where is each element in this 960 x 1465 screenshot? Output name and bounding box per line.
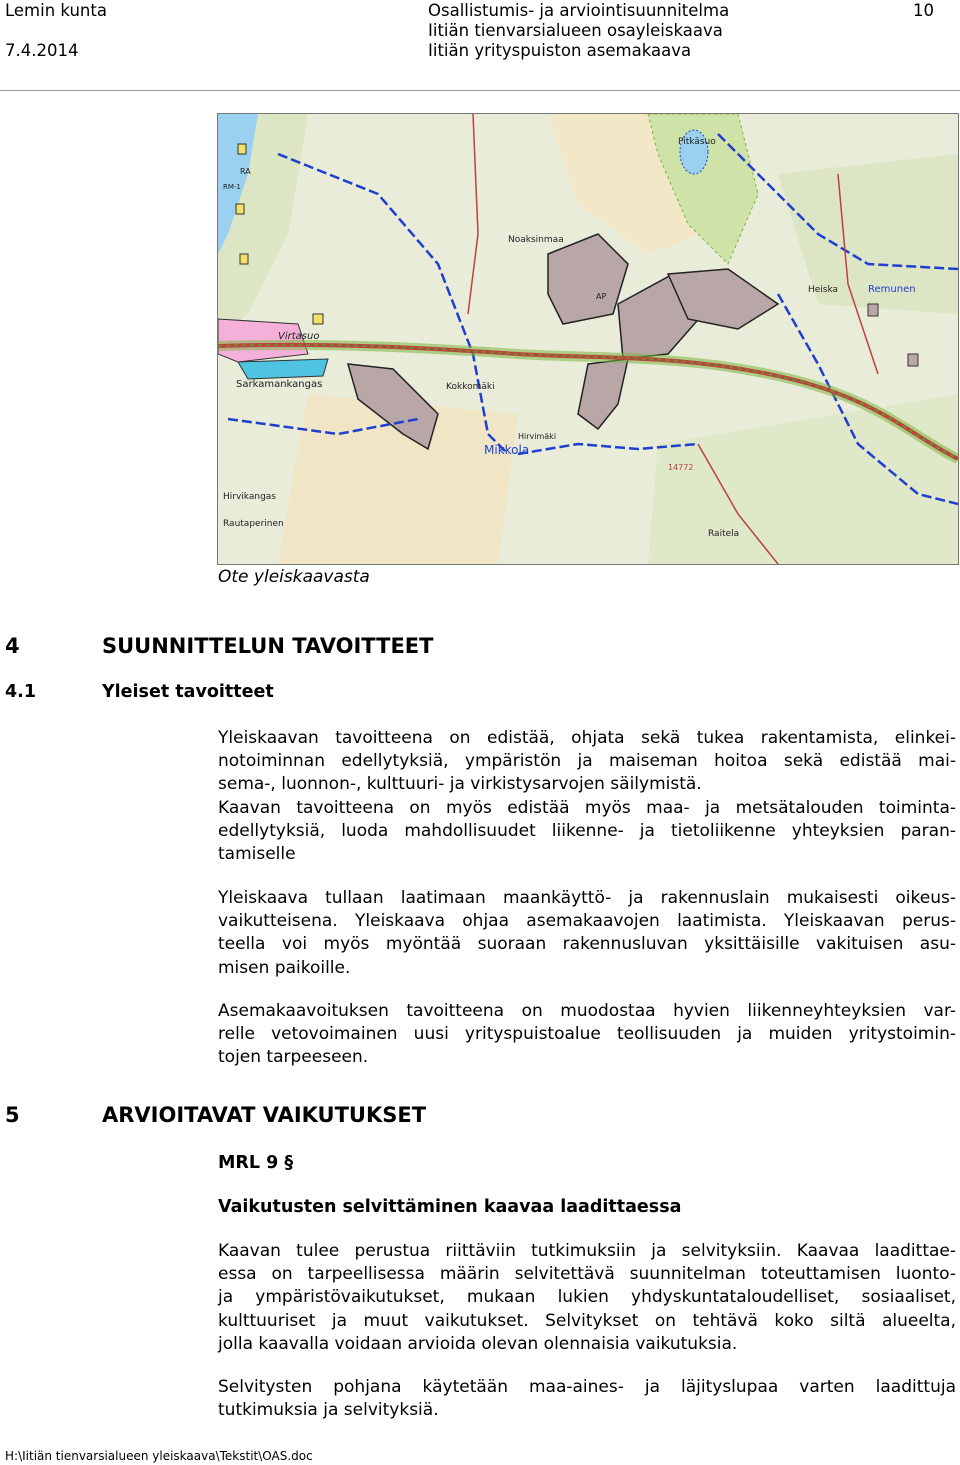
law-reference: MRL 9 § [218, 1153, 294, 1173]
text-line: Kaavan tavoitteena on myös edistää myös maa- ja metsätalouden toiminta- [218, 797, 956, 818]
text-line: jolla kaavalla voidaan arvioida olevan olennaisia vaikutuksia. [218, 1333, 738, 1354]
text-line: Yleiskaavan tavoitteena on edistää, ohjata sekä tukea rakentamista, elinkei- [218, 728, 956, 748]
map-label-kokkomaki: Kokkomäki [446, 382, 495, 392]
master-plan-map [217, 113, 959, 565]
text-line: Asemakaavoituksen tavoitteena on muodostaa hyvien liikenneyhteyksien var- [218, 1001, 956, 1021]
subsection-title: Yleiset tavoitteet [102, 682, 274, 702]
subsection-number: 4.1 [5, 682, 37, 702]
text-line: essa on tarpeellisessa määrin selvitettävä suunnitelman toteuttamisen luonto- [218, 1264, 956, 1285]
map-graphic [218, 114, 958, 564]
map-label-hirvimaki: Hirvimäki [518, 432, 557, 441]
text-line: Selvitysten pohjana käytetään maa-aines- ja läjityslupaa varten laadittuja [218, 1377, 956, 1397]
map-label-mikkola: Mikkola [484, 443, 530, 457]
section-number: 5 [5, 1103, 20, 1127]
text-line: notoiminnan edellytyksiä, ympäristön ja maiseman hoitoa sekä edistää mai- [218, 751, 956, 772]
header-subtitle-1: Iitiän tienvarsialueen osayleiskaava [428, 21, 723, 40]
header-date: 7.4.2014 [5, 41, 79, 60]
header-divider [0, 90, 960, 91]
paragraph-general-goals [218, 727, 956, 866]
section-5-heading [5, 1101, 705, 1129]
text-line: edellytyksiä, luoda mahdollisuudet liikenne- ja tietoliikenne yhteyksien paran- [218, 820, 956, 841]
text-line: tojen tarpeeseen. [218, 1047, 369, 1068]
text-line: sema-, luonnon-, kulttuuri- ja virkistysarvojen säilymistä. [218, 774, 702, 795]
map-label-rm: RM-1 [223, 183, 241, 191]
text-line: relle vetovoimainen uusi yrityspuistoalue teollisuuden ja muiden yritystoimin- [218, 1024, 956, 1045]
text-line: tamiselle [218, 844, 296, 865]
paragraph-requirements [218, 1240, 956, 1356]
footer-file-path: H:\Iitiän tienvarsialueen yleiskaava\Tekstit\OAS.doc [5, 1449, 313, 1463]
map-label-noaksinmaa: Noaksinmaa [508, 235, 564, 245]
text-line: Yleiskaava tullaan laatimaan maankäyttö- ja rakennuslain mukaisesti oikeus- [218, 888, 956, 908]
header-subtitle-2: Iitiän yrityspuiston asemakaava [428, 41, 692, 60]
map-label-rautaperinen: Rautaperinen [223, 519, 284, 529]
text-line: kulttuuriset ja muut vaikutukset. Selvitykset on tehtävä koko siltä alueelta, [218, 1310, 956, 1331]
header-org: Lemin kunta [5, 1, 107, 20]
map-label-pitkasuo: Pitkäsuo [678, 137, 716, 147]
map-label-road-number: 14772 [668, 463, 694, 472]
map-label-virtasuo: Virtasuo [278, 331, 320, 342]
section-title: ARVIOITAVAT VAIKUTUKSET [102, 1103, 427, 1127]
text-line: ja ympäristövaikutukset, mukaan lukien yhdyskuntataloudelliset, sosiaaliset, [218, 1287, 956, 1308]
section-number: 4 [5, 634, 20, 658]
map-label-raitela: Raitela [708, 529, 740, 539]
paragraph-zoning-goal [218, 1000, 956, 1070]
map-label-heiska: Heiska [808, 285, 839, 295]
paragraph-basis [218, 1376, 956, 1422]
map-label-ap: AP [596, 292, 607, 301]
section-4-1-heading [5, 680, 705, 704]
page-number: 10 [913, 1, 934, 20]
map-caption: Ote yleiskaavasta [218, 567, 370, 587]
text-line: misen paikoille. [218, 957, 351, 978]
section-4-heading [5, 632, 705, 660]
header-doc-title: Osallistumis- ja arviointisuunnitelma [428, 1, 730, 20]
text-line: vaikutteisena. Yleiskaava ohjaa asemakaavojen laatimista. Yleiskaavan perus- [218, 911, 956, 932]
section-title: SUUNNITTELUN TAVOITTEET [102, 634, 434, 658]
text-line: teella voi myös myöntää suoraan rakennusluvan yksittäisille vakituisen asu- [218, 934, 956, 955]
text-line: tutkimuksia ja selvityksiä. [218, 1400, 439, 1421]
paragraph-legal-effect [218, 887, 956, 980]
subheading: Vaikutusten selvittäminen kaavaa laadittaessa [218, 1197, 682, 1217]
map-label-ra: RA [240, 167, 251, 176]
map-label-sarkamankangas: Sarkamankangas [236, 379, 323, 390]
map-label-remunen: Remunen [868, 284, 916, 295]
map-label-hirvikangas: Hirvikangas [223, 492, 276, 502]
text-line: Kaavan tulee perustua riittäviin tutkimuksiin ja selvityksiin. Kaavaa laadittae- [218, 1241, 956, 1261]
